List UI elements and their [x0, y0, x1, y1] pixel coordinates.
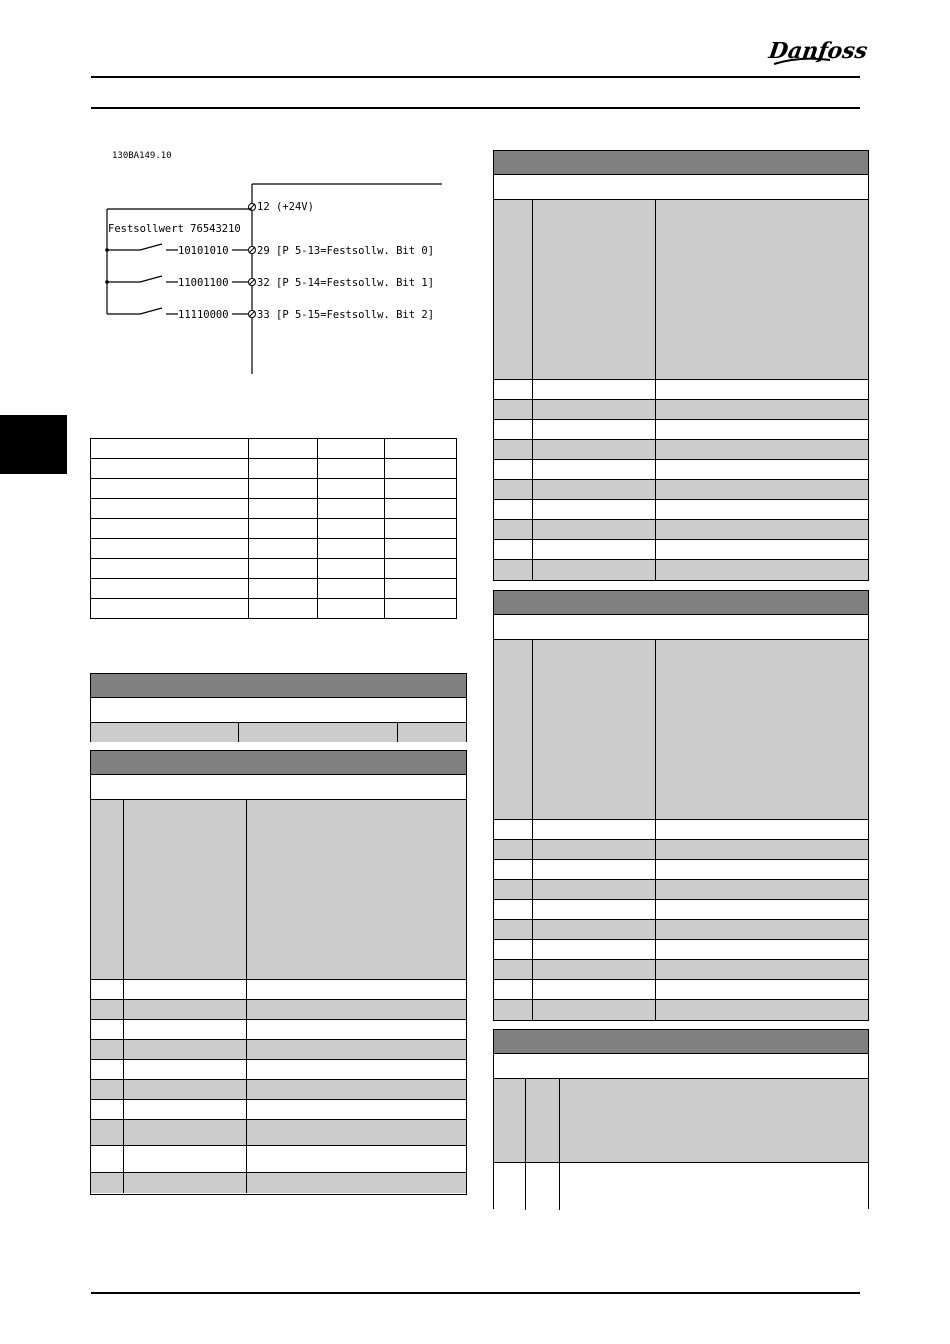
param-table-cell	[656, 460, 868, 480]
bits-table-row	[91, 599, 457, 619]
param-table-cell	[533, 400, 656, 420]
param-table-cell	[247, 1120, 466, 1146]
bits-table-row	[91, 559, 457, 579]
param-table-cell	[247, 1100, 466, 1120]
header-rule-top	[91, 76, 860, 78]
param-table-cell	[494, 560, 533, 580]
bits-table-row	[91, 479, 457, 499]
param-table-cell	[533, 900, 656, 920]
param-table-cell	[494, 840, 533, 860]
danfoss-logo-mark	[767, 30, 870, 70]
param-table-cell	[533, 640, 656, 820]
param-table-cell	[494, 420, 533, 440]
param-table-cell	[91, 1120, 124, 1146]
param-box-a-subheader	[91, 698, 466, 723]
param-table-cell	[124, 800, 247, 980]
bits-table-cell	[248, 459, 318, 479]
param-table-cell	[533, 940, 656, 960]
param-table-cell	[494, 540, 533, 560]
param-table-cell	[247, 1000, 466, 1020]
param-table-cell	[494, 400, 533, 420]
bits-table-cell	[318, 439, 385, 459]
param-table-cell	[656, 640, 868, 820]
param-table-cell	[494, 500, 533, 520]
bits-table-cell	[91, 599, 249, 619]
param-table-cell	[533, 860, 656, 880]
param-table-cell	[494, 460, 533, 480]
param-box-d-subheader	[494, 615, 868, 640]
param-box-a	[90, 673, 467, 742]
param-table-cell	[533, 420, 656, 440]
param-table-cell	[494, 520, 533, 540]
param-table-cell	[124, 1173, 247, 1193]
bits-table-cell	[385, 479, 457, 499]
param-table-cell	[494, 200, 533, 380]
param-table-cell	[124, 980, 247, 1000]
param-box-b-subheader	[91, 775, 466, 800]
param-table-cell	[494, 860, 533, 880]
param-table-cell	[124, 1100, 247, 1120]
bits-table-cell	[385, 459, 457, 479]
figure-id: 130BA149.10	[112, 151, 172, 161]
row-29-pattern: 10101010	[178, 245, 229, 257]
param-box-e-subheader	[494, 1054, 868, 1079]
chapter-tab	[0, 415, 67, 474]
row-33-terminal: 33	[257, 309, 270, 321]
param-table-cell	[533, 460, 656, 480]
bits-table-cell	[318, 579, 385, 599]
param-table-cell	[656, 560, 868, 580]
danfoss-logo	[767, 30, 870, 70]
bits-table-cell	[318, 599, 385, 619]
param-table-cell	[533, 820, 656, 840]
param-table-cell	[494, 880, 533, 900]
bits-table-cell	[385, 499, 457, 519]
param-table-cell	[494, 480, 533, 500]
param-box-c	[493, 150, 869, 581]
row-33-param: [P 5-15=Festsollw. Bit 2]	[276, 309, 435, 321]
param-table-cell	[533, 520, 656, 540]
param-table-cell	[656, 840, 868, 860]
param-table-cell	[533, 1000, 656, 1020]
param-table-cell	[124, 1000, 247, 1020]
param-table-cell	[656, 520, 868, 540]
row-32-param: [P 5-14=Festsollw. Bit 1]	[276, 277, 435, 289]
param-table-cell	[494, 380, 533, 400]
param-table-cell	[656, 420, 868, 440]
row-29-param: [P 5-13=Festsollw. Bit 0]	[276, 245, 435, 257]
param-box-b	[90, 750, 467, 1195]
param-box-c-header	[494, 151, 868, 175]
param-table-cell	[247, 1173, 466, 1193]
param-table-cell	[656, 880, 868, 900]
bits-table-cell	[91, 479, 249, 499]
bits-table-cell	[385, 539, 457, 559]
param-table-cell	[656, 400, 868, 420]
bits-table-cell	[248, 519, 318, 539]
param-table-cell	[533, 200, 656, 380]
terminal-12-number: 12	[257, 201, 270, 213]
preset-bits-table	[90, 438, 457, 619]
param-box-c-subheader	[494, 175, 868, 200]
param-table-cell	[124, 1040, 247, 1060]
bits-table-cell	[318, 559, 385, 579]
bits-table-cell	[248, 579, 318, 599]
param-table-cell	[533, 380, 656, 400]
param-table-cell	[91, 1020, 124, 1040]
param-table-cell	[124, 1146, 247, 1173]
bits-table-cell	[248, 479, 318, 499]
param-table-cell	[533, 440, 656, 460]
bits-table-cell	[385, 439, 457, 459]
param-table-cell	[494, 940, 533, 960]
param-table-cell	[494, 640, 533, 820]
param-table-cell	[247, 1020, 466, 1040]
param-table-cell	[91, 1060, 124, 1080]
param-table-cell	[533, 880, 656, 900]
bits-table-row	[91, 519, 457, 539]
param-table-cell	[494, 980, 533, 1000]
bits-table-cell	[318, 519, 385, 539]
param-table-cell	[656, 860, 868, 880]
param-box-d	[493, 590, 869, 1021]
param-table-cell	[533, 840, 656, 860]
param-table-cell	[656, 1000, 868, 1020]
param-table-cell	[91, 1173, 124, 1193]
bits-table-cell	[318, 459, 385, 479]
preset-label: Festsollwert 76543210	[108, 223, 241, 235]
bits-table-cell	[91, 499, 249, 519]
param-table-cell	[656, 920, 868, 940]
bits-table-cell	[318, 499, 385, 519]
param-table-cell	[91, 1080, 124, 1100]
param-table-cell	[656, 980, 868, 1000]
bits-table-cell	[248, 439, 318, 459]
param-table-cell	[247, 980, 466, 1000]
param-table-cell	[91, 1100, 124, 1120]
header-rule-bottom	[91, 107, 860, 109]
param-table-cell	[656, 540, 868, 560]
bits-table-cell	[248, 539, 318, 559]
bits-table-cell	[91, 539, 249, 559]
param-table-cell	[656, 440, 868, 460]
bits-table-cell	[385, 519, 457, 539]
bits-table-cell	[91, 579, 249, 599]
param-table-cell	[656, 900, 868, 920]
param-table-cell	[533, 960, 656, 980]
param-table-cell	[494, 820, 533, 840]
param-table-cell	[656, 960, 868, 980]
param-table-cell	[656, 820, 868, 840]
param-table-cell	[494, 960, 533, 980]
param-table-cell	[91, 800, 124, 980]
param-table-cell	[533, 540, 656, 560]
param-table-cell	[533, 560, 656, 580]
bits-table-row	[91, 439, 457, 459]
bits-table-cell	[385, 599, 457, 619]
param-table-cell	[656, 500, 868, 520]
terminal-12-label: (+24V)	[276, 201, 314, 213]
row-32-terminal: 32	[257, 277, 270, 289]
bits-table-row	[91, 499, 457, 519]
bits-table-cell	[248, 559, 318, 579]
param-box-b-header	[91, 751, 466, 775]
svg-text:Danfoss: Danfoss	[767, 38, 870, 64]
bits-table-cell	[248, 499, 318, 519]
param-table-cell	[656, 480, 868, 500]
param-table-cell	[247, 1040, 466, 1060]
param-table-cell	[124, 1080, 247, 1100]
param-table-cell	[247, 800, 466, 980]
param-table-cell	[494, 1000, 533, 1020]
param-box-d-header	[494, 591, 868, 615]
param-table-cell	[124, 1060, 247, 1080]
bits-table-cell	[385, 559, 457, 579]
param-box-e	[493, 1029, 869, 1209]
bits-table-row	[91, 459, 457, 479]
bits-table-cell	[91, 559, 249, 579]
bits-table-cell	[385, 579, 457, 599]
param-table-cell	[656, 200, 868, 380]
param-table-cell	[247, 1060, 466, 1080]
param-table-cell	[91, 1146, 124, 1173]
param-box-e-header	[494, 1030, 868, 1054]
row-29-terminal: 29	[257, 245, 270, 257]
param-table-cell	[247, 1146, 466, 1173]
param-table-cell	[533, 980, 656, 1000]
preset-wiring-diagram	[90, 140, 460, 390]
bits-table-cell	[318, 479, 385, 499]
bits-table-cell	[91, 459, 249, 479]
bits-table-cell	[91, 439, 249, 459]
bits-table-row	[91, 579, 457, 599]
param-table-cell	[494, 900, 533, 920]
param-table-cell	[533, 480, 656, 500]
param-table-cell	[124, 1120, 247, 1146]
bits-table-cell	[91, 519, 249, 539]
bits-table-cell	[318, 539, 385, 559]
row-33-pattern: 11110000	[178, 309, 229, 321]
param-table-cell	[656, 940, 868, 960]
footer-rule	[91, 1292, 860, 1294]
param-table-cell	[656, 380, 868, 400]
param-table-cell	[494, 920, 533, 940]
bits-table-row	[91, 539, 457, 559]
param-table-cell	[533, 920, 656, 940]
param-table-cell	[91, 980, 124, 1000]
param-table-cell	[494, 440, 533, 460]
param-table-cell	[533, 500, 656, 520]
bits-table-cell	[248, 599, 318, 619]
param-table-cell	[247, 1080, 466, 1100]
param-box-a-header	[91, 674, 466, 698]
param-table-cell	[91, 1000, 124, 1020]
row-32-pattern: 11001100	[178, 277, 229, 289]
param-table-cell	[91, 1040, 124, 1060]
param-table-cell	[124, 1020, 247, 1040]
